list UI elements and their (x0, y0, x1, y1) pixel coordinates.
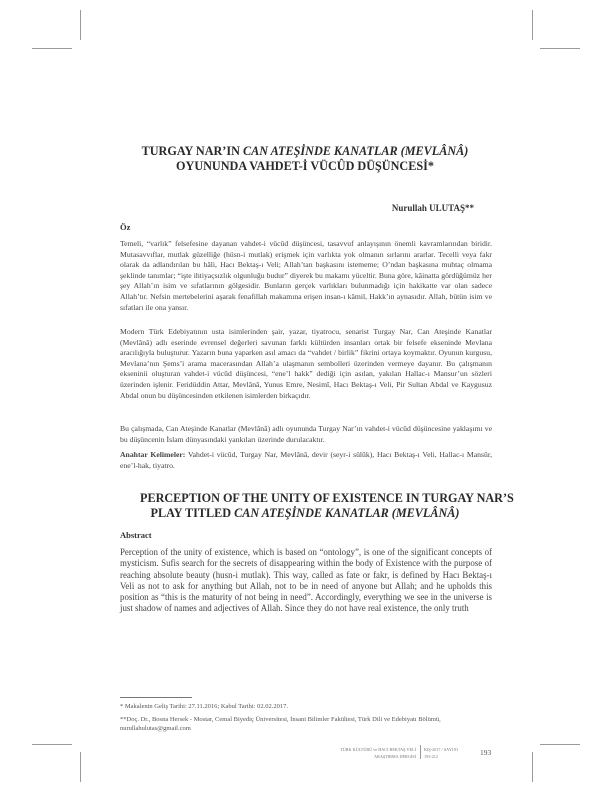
keywords (120, 450, 492, 471)
crop-mark (80, 10, 81, 40)
keywords-text: Vahdet-i vücûd, Turgay Nar, Mevlânâ, devir (seyr-i sülûk), Hacı Bektaş-ı Veli, Hallac-ı Mansûr, ene’l-hak, tiyatro. (120, 450, 493, 470)
crop-mark (540, 48, 580, 49)
keywords-label: Anahtar Kelimeler: (120, 450, 186, 459)
article-title-tr (140, 144, 470, 173)
abstract-heading: Abstract (120, 530, 152, 540)
issue-line-1: KIŞ-2017 / SAYI 81 (424, 747, 459, 752)
crop-mark (532, 10, 533, 40)
crop-mark (32, 744, 72, 745)
abstract-paragraph: Perception of the unity of existence, which is based on “ontology”, is one of the significant concepts of mysticism. Sufis search for the secrets of disappearing within the body of Existence with the purpose of reaching absolute beauty (husn-i mutlak). This way, called as fate or fakr, is defined by Hacı Bektaş-ı Veli as not to ask for anything but Allah, not to be in need of anyone but Allah; and he upholds this position as “this is the maturity of not being in need”. Accordingly, everything we see in the universe is just shadow of names and adjectives of Allah. Since they do not have real existence, the only truth (120, 547, 492, 614)
crop-mark (532, 752, 533, 782)
journal-name-line-1: TÜRK KÜLTÜRÜ ve HACI BEKTAŞ VELİ (340, 747, 416, 752)
oz-heading: Öz (120, 222, 131, 232)
article-title-en (140, 491, 514, 520)
crop-mark (80, 752, 81, 782)
issue-line-2: 193-212 (424, 753, 438, 759)
page-number: 193 (480, 748, 492, 757)
crop-mark (540, 744, 580, 745)
footnote-divider (120, 697, 192, 698)
journal-name-line-2: ARAŞTIRMA DERGİSİ (374, 753, 416, 759)
author-name: Nurullah ULUTAŞ** (391, 203, 474, 213)
title-plain: TURGAY NAR’IN (141, 144, 243, 158)
journal-name (334, 747, 416, 760)
title-en-line-2 (140, 506, 470, 521)
oz-paragraph-1: Temeli, “varlık” felsefesine dayanan vahdet-i vücûd düşüncesi, tasavvuf anlayışının önemli kavramlarından biridir. Mutasavvıflar, mutlak güzelliğe (hüsn-i mutlak) erişmek için varlıkta yok olmanın sırlarını ararlar. Tecelli veya fakr olarak da adlandırılan bu hâli, Hacı Bektaş-ı Veli; Allah’tan başkasını istememe; O’ndan başkasına muhtaç olmama şeklinde tanımlar; “işte ihtiyaçsızlık olgunluğu budur” diyerek bu makamı yüceltir. Buna göre, kâinatta gördüğümüz her şey Allah’ın isim ve sıfatlarının gölgesidir. Bunların gerçek varlıkları bulunmadığı için hakikatte var olan sadece Allah’tır. Nefsin mertebelerini aşarak fenafillah makamına erişen insan-ı kâmil, Hakk’ın aynasıdır. Allah, bütün isim ve sıfatları ile ona yansır. (120, 239, 492, 312)
title-en-plain: PLAY TITLED (150, 505, 235, 520)
title-line-1 (140, 144, 470, 159)
title-line-2: OYUNUNDA VAHDET-İ VÜCÛD DÜŞÜNCESİ* (176, 158, 434, 173)
issue-info (424, 747, 472, 760)
footnote-1: * Makalenin Geliş Tarihi: 27.11.2016; Kabul Tarihi: 02.02.2017. (120, 703, 288, 710)
oz-paragraph-2: Modern Türk Edebiyatının usta isimlerinden şair, yazar, tiyatrocu, senarist Turgay Nar, Can Ateşinde Kanatlar (Mevlânâ) adlı eserinde evrensel değerleri savunan farklı kültürden insanları ortak bir felsefe ekseninde Mevlana aracılığıyla buluşturur. Yazarın buna yaparken asıl amacı da “vahdet / birlik” fikrini ortaya koymaktır. Oyunun kurgusu, Mevlana’nın Şems’i arama macerasından Allah’a ulaşmanın sembolleri üzerinden vermeye dayanır. Bu çalışmanın ekseninii oluşturan vahdet-i vücûd düşüncesi, “ene’l hakk” dediği için asılan, yakılan Hallac-ı Mansur’un sözleri üzerinden işlenir. Feridüddin Attar, Mevlânâ, Yunus Emre, Nesimî, Hacı Bektaş-ı Veli, Pir Sultan Abdal ve Kaygusuz Abdal onun bu düşüncesinden etkilenen isimlerden birkaçıdır. (120, 327, 492, 400)
oz-paragraph-3: Bu çalışmada, Can Ateşinde Kanatlar (Mevlânâ) adlı oyununda Turgay Nar’ın vahdet-i vücûd düşüncesine yaklaşımı ve bu düşüncenin İslam dünyasındaki yankıları üzerinde durulacaktır. (120, 424, 492, 444)
crop-mark (32, 48, 72, 49)
title-en-italic: CAN ATEŞİNDE KANATLAR (MEVLÂNÂ) (234, 505, 460, 520)
footer-divider (420, 745, 421, 759)
title-en-line-1: PERCEPTION OF THE UNITY OF EXISTENCE IN TURGAY NAR’S (140, 491, 514, 505)
footnote-2: **Doç. Dr., Bosna Hersek - Mostar, Cemal Biyediç Üniversitesi, İnsani Bilimler Fakültesi, Türk Dili ve Edebiyatı Bölümü, nurullahulutas@gmail.com (120, 716, 441, 732)
title-italic: CAN ATEŞİNDE KANATLAR (MEVLÂNÂ) (242, 144, 469, 158)
